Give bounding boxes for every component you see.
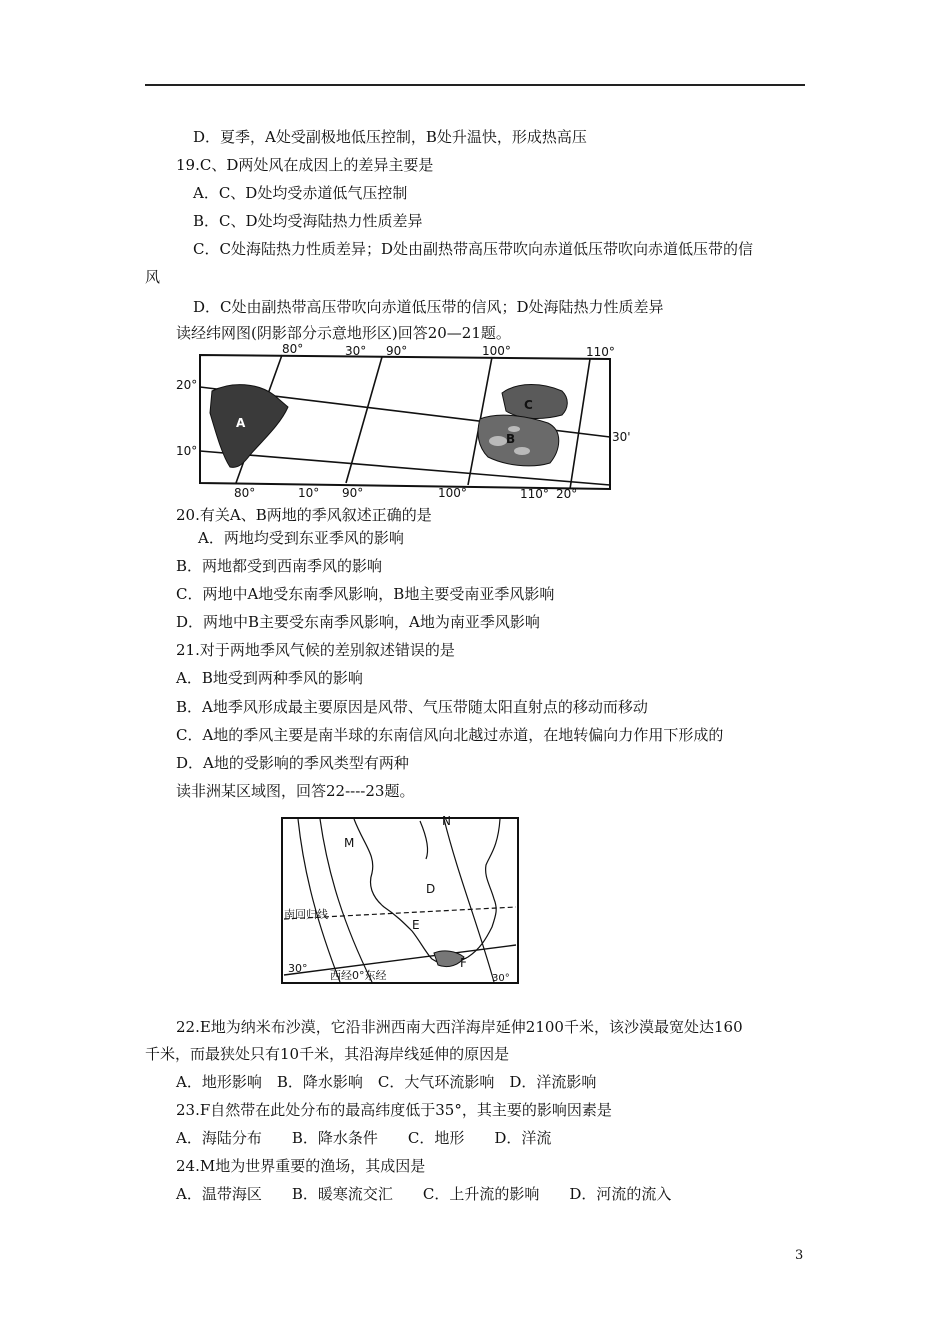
- option-19b: B．C、D处均受海陆热力性质差异: [193, 212, 423, 230]
- option-20b: B．两地都受到西南季风的影响: [176, 557, 383, 575]
- left-label-20: 20°: [176, 378, 198, 392]
- top-label-30: 30°: [345, 344, 367, 358]
- options-23: A．海陆分布 B．降水条件 C．地形 D．洋流: [176, 1129, 552, 1147]
- bottom-label-100: 100°: [438, 486, 467, 500]
- label-m: M: [344, 836, 355, 850]
- top-label-110: 110°: [586, 345, 615, 359]
- options-24: A．温带海区 B．暖寒流交汇 C．上升流的影响 D．河流的流入: [176, 1185, 672, 1203]
- region-label-a: A: [236, 416, 246, 430]
- question-21: 21.对于两地季风气候的差别叙述错误的是: [176, 641, 455, 659]
- options-22: A．地形影响 B．降水影响 C．大气环流影响 D．洋流影响: [176, 1073, 597, 1091]
- right-label-30: 30': [612, 430, 631, 444]
- region-label-b: B: [506, 432, 516, 446]
- header-rule: [145, 84, 805, 86]
- bottom-label-90: 90°: [342, 486, 364, 500]
- option-20a: A．两地均受到东亚季风的影响: [198, 529, 404, 547]
- top-label-100: 100°: [482, 344, 511, 358]
- southern-africa-map: [280, 815, 520, 987]
- option-18d: D．夏季，A处受副极地低压控制，B处升温快，形成热高压: [193, 128, 587, 146]
- region-a-shading: [210, 385, 288, 468]
- region-c-shading: [502, 385, 567, 419]
- meridian-label: 西经0°东经: [330, 969, 387, 982]
- label-d: D: [426, 882, 436, 896]
- lat-lon-grid-map: [170, 342, 631, 501]
- intro-22-23: 读非洲某区域图，回答22----23题。: [176, 782, 415, 800]
- option-19c-line2: 风: [145, 268, 161, 286]
- intro-20-21: 读经纬网图(阴影部分示意地形区)回答20—21题。: [176, 324, 511, 342]
- option-19c-line1: C．C处海陆热力性质差异；D处由副热带高压带吹向赤道低压带吹向赤道低压带的信: [193, 240, 753, 258]
- left-label-10: 10°: [176, 444, 198, 458]
- label-e: E: [412, 918, 420, 932]
- option-20c: C．两地中A地受东南季风影响，B地主要受南亚季风影响: [176, 585, 555, 603]
- question-24: 24.M地为世界重要的渔场，其成因是: [176, 1157, 426, 1175]
- option-21a: A．B地受到两种季风的影响: [176, 669, 363, 687]
- option-20d: D．两地中B主要受东南季风影响，A地为南亚季风影响: [176, 613, 540, 631]
- label-f: F: [460, 956, 467, 970]
- tropic-label: 南回归线: [284, 908, 328, 921]
- bottom-label-10: 10°: [298, 486, 320, 500]
- question-22-line2: 千米，而最狭处只有10千米，其沿海岸线延伸的原因是: [145, 1045, 510, 1063]
- right-lat-label: 30°: [492, 973, 510, 984]
- north-mark: N: [442, 814, 451, 828]
- option-19a: A．C、D处均受赤道低气压控制: [193, 184, 408, 202]
- question-23: 23.F自然带在此处分布的最高纬度低于35°，其主要的影响因素是: [176, 1101, 612, 1119]
- option-19d: D．C处由副热带高压带吹向赤道低压带的信风；D处海陆热力性质差异: [193, 298, 664, 316]
- lat-30-label: 30°: [288, 962, 308, 975]
- question-19: 19.C、D两处风在成因上的差异主要是: [176, 156, 434, 174]
- option-21c: C．A地的季风主要是南半球的东南信风向北越过赤道，在地转偏向力作用下形成的: [176, 726, 724, 744]
- question-22-line1: 22.E地为纳米布沙漠，它沿非洲西南大西洋海岸延伸2100千米，该沙漠最宽处达160: [176, 1018, 743, 1036]
- bottom-label-110: 110°: [520, 487, 549, 501]
- top-label-90: 90°: [386, 344, 408, 358]
- question-20: 20.有关A、B两地的季风叙述正确的是: [176, 506, 432, 524]
- page-number: 3: [795, 1248, 804, 1263]
- bottom-label-80: 80°: [234, 486, 256, 500]
- top-label-80: 80°: [282, 342, 304, 356]
- region-label-c: C: [524, 398, 533, 412]
- option-21b: B．A地季风形成最主要原因是风带、气压带随太阳直射点的移动而移动: [176, 698, 648, 716]
- bottom-label-20: 20°: [556, 487, 578, 501]
- option-21d: D．A地的受影响的季风类型有两种: [176, 754, 409, 772]
